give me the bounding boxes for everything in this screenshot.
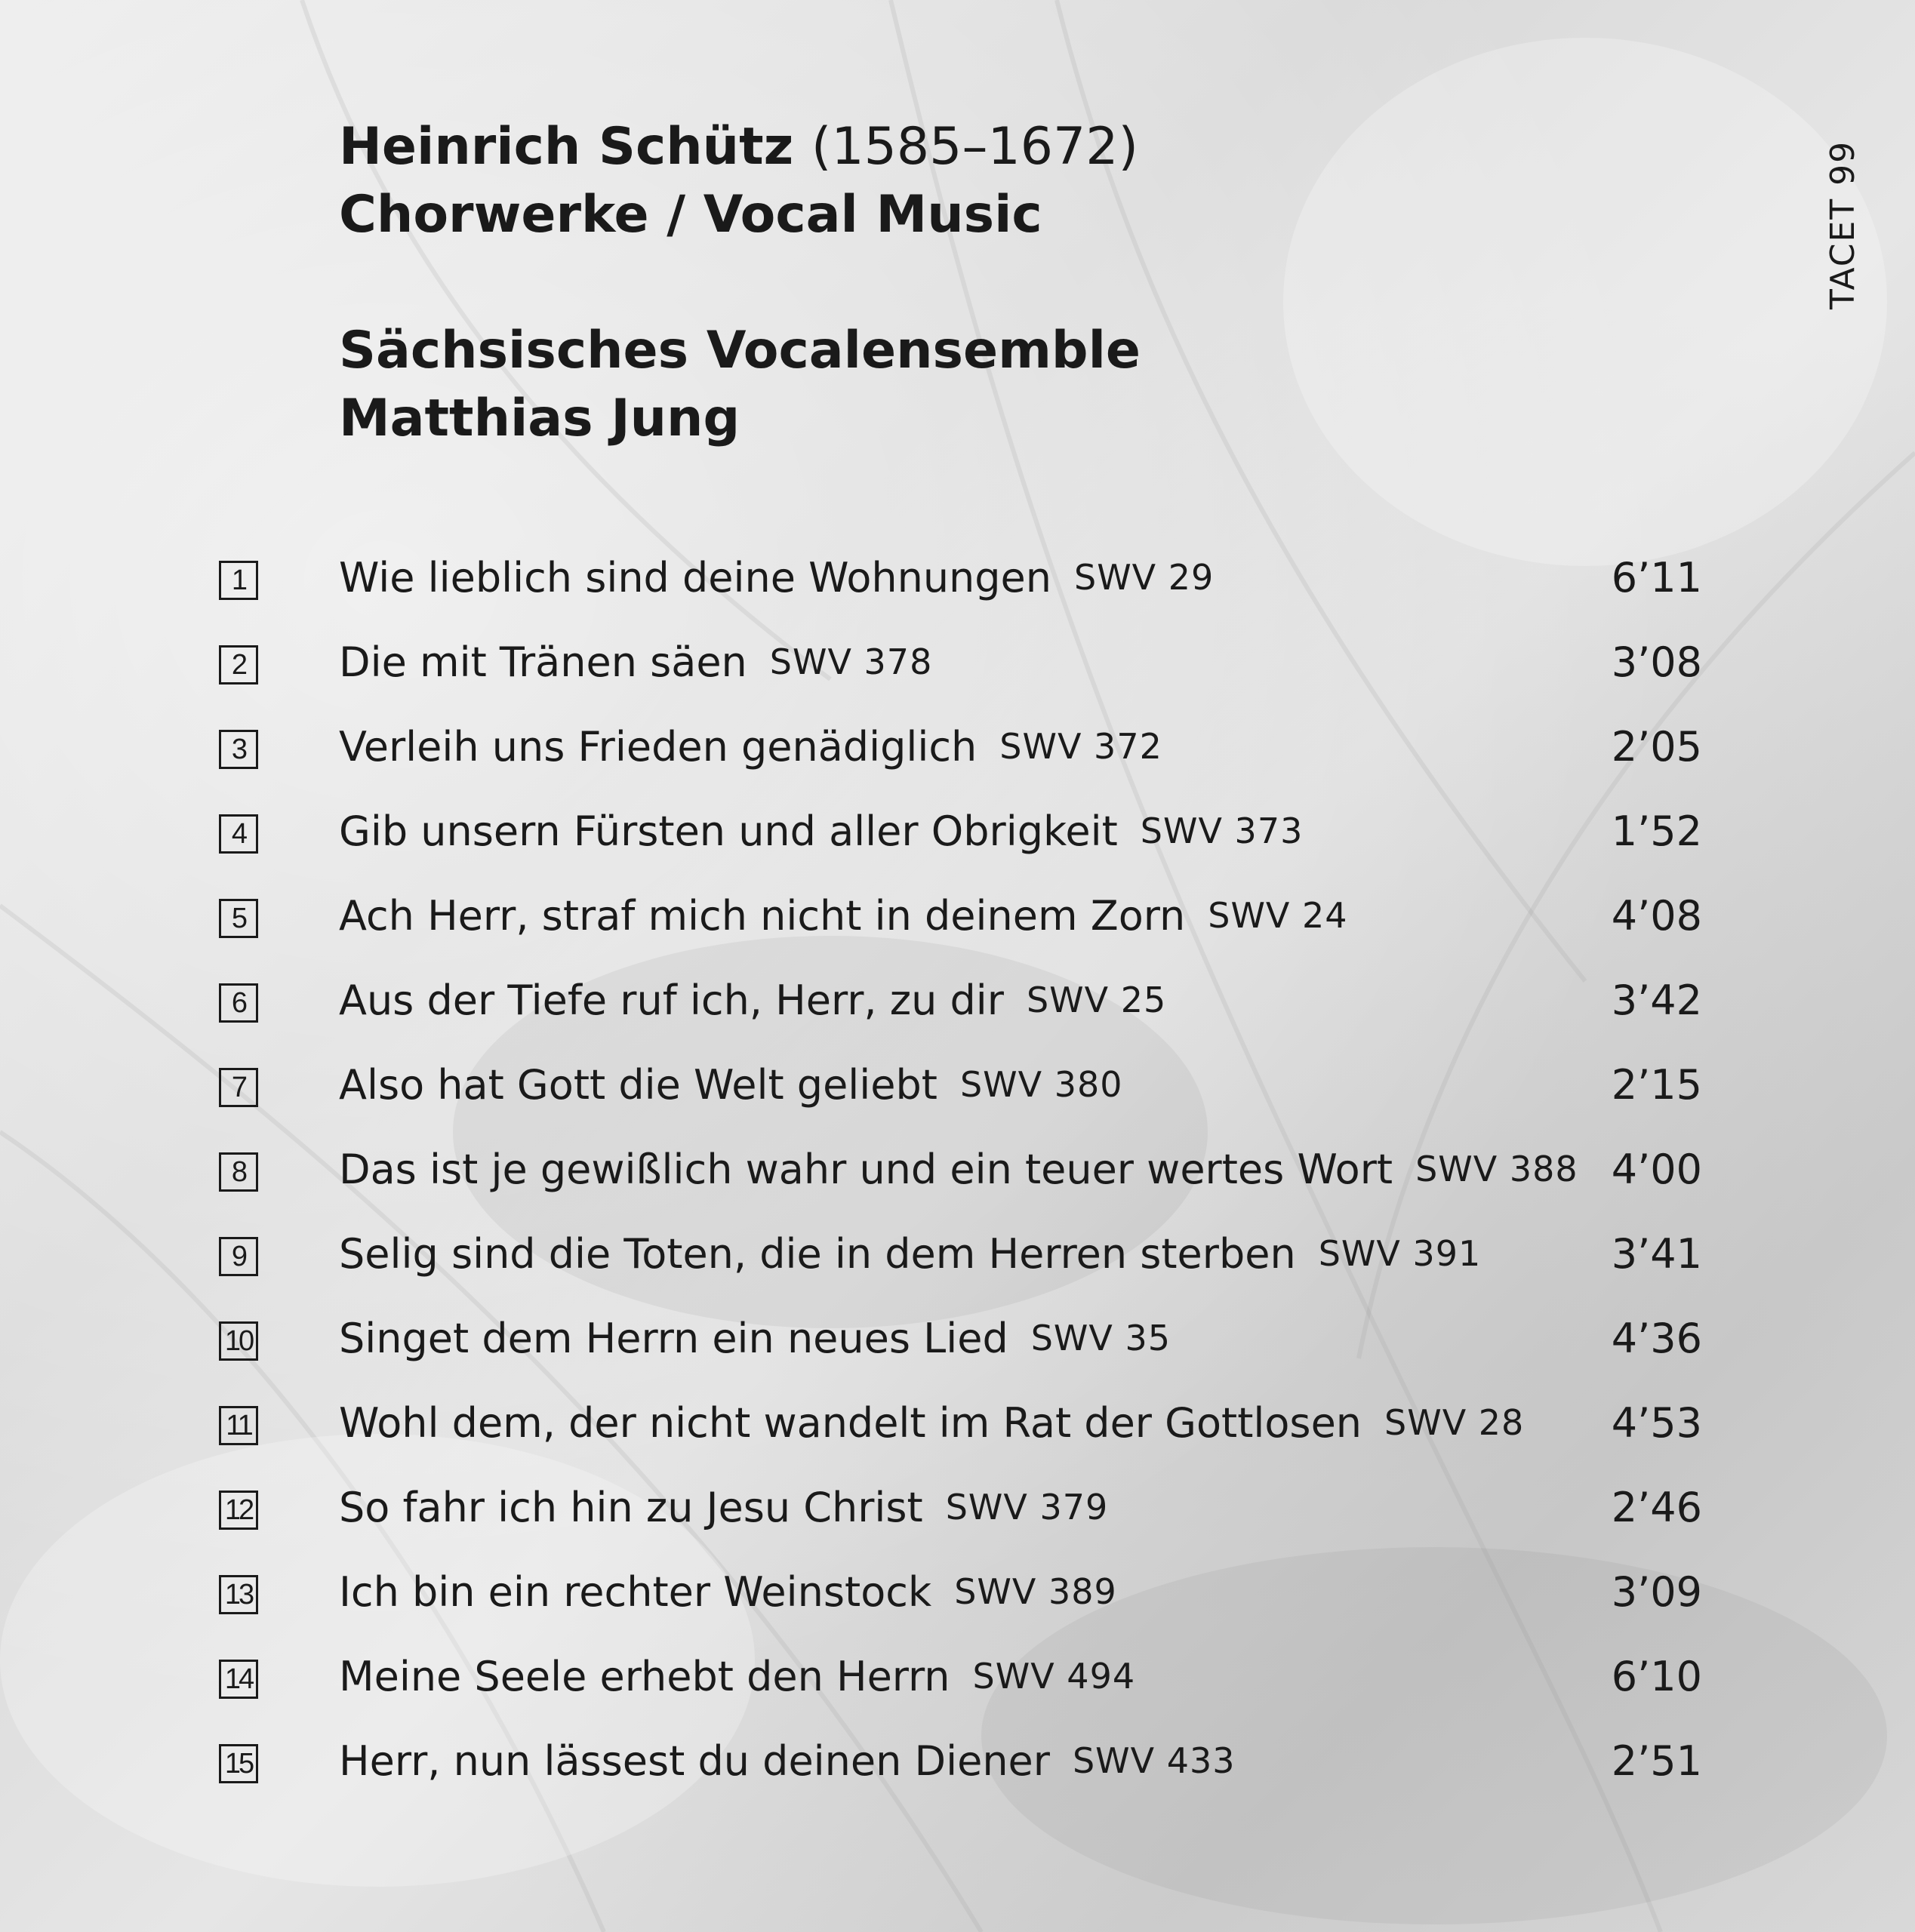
work-title: Chorwerke / Vocal Music — [339, 185, 1042, 245]
track-title: Ach Herr, straf mich nicht in deinem Zorn — [339, 891, 1186, 940]
track-number-box: 14 — [219, 1660, 258, 1699]
track-number-box: 2 — [219, 645, 258, 685]
track-title-line — [339, 885, 1348, 946]
track-number-box: 10 — [219, 1321, 258, 1361]
track-row — [0, 1054, 1915, 1139]
track-duration: 6’10 — [1611, 1652, 1702, 1700]
track-title: Verleih uns Frieden genädiglich — [339, 722, 978, 771]
track-duration: 4’36 — [1611, 1314, 1702, 1362]
track-row — [0, 970, 1915, 1054]
track-swv: SWV 379 — [945, 1487, 1109, 1527]
track-swv: SWV 373 — [1140, 811, 1304, 851]
track-duration: 3’09 — [1611, 1567, 1702, 1616]
track-swv: SWV 380 — [959, 1064, 1123, 1105]
track-title-line — [339, 547, 1214, 608]
track-swv: SWV 28 — [1384, 1402, 1525, 1443]
track-swv: SWV 29 — [1074, 557, 1215, 598]
track-row — [0, 716, 1915, 801]
track-duration: 6’11 — [1611, 553, 1702, 601]
track-row — [0, 1477, 1915, 1561]
track-swv: SWV 388 — [1415, 1149, 1578, 1189]
track-duration: 2’46 — [1611, 1483, 1702, 1531]
track-title-line — [339, 1223, 1481, 1284]
track-title: Also hat Gott die Welt geliebt — [339, 1060, 937, 1109]
composer-line — [339, 113, 1141, 181]
track-number-box: 4 — [219, 814, 258, 854]
track-duration: 3’08 — [1611, 638, 1702, 686]
track-number-box: 8 — [219, 1152, 258, 1192]
ensemble-name: Sächsisches Vocalensemble — [339, 321, 1141, 380]
track-swv: SWV 25 — [1026, 980, 1167, 1020]
track-number-box: 15 — [219, 1744, 258, 1783]
track-row — [0, 885, 1915, 970]
track-number-box: 11 — [219, 1406, 258, 1445]
track-title-line — [339, 632, 932, 692]
track-title-line — [339, 1392, 1524, 1453]
track-row — [0, 1139, 1915, 1223]
track-row — [0, 1223, 1915, 1308]
track-duration: 3’42 — [1611, 976, 1702, 1024]
track-title-line — [339, 716, 1162, 777]
track-number-box: 9 — [219, 1237, 258, 1276]
track-title: Herr, nun lässest du deinen Diener — [339, 1737, 1050, 1785]
track-title-line — [339, 970, 1166, 1030]
track-number-box: 3 — [219, 730, 258, 769]
composer-name: Heinrich Schütz — [339, 117, 794, 177]
track-title: Singet dem Herrn ein neues Lied — [339, 1314, 1008, 1362]
track-title: Meine Seele erhebt den Herrn — [339, 1652, 950, 1700]
track-title-line — [339, 1477, 1108, 1537]
track-row — [0, 1561, 1915, 1646]
track-swv: SWV 35 — [1030, 1318, 1171, 1358]
track-title: Die mit Tränen säen — [339, 638, 747, 686]
track-number-box: 1 — [219, 561, 258, 600]
track-duration: 1’52 — [1611, 807, 1702, 855]
track-title: Gib unsern Fürsten und aller Obrigkeit — [339, 807, 1118, 855]
track-number-box: 12 — [219, 1491, 258, 1530]
track-title: Aus der Tiefe ruf ich, Herr, zu dir — [339, 976, 1004, 1024]
track-swv: SWV 433 — [1072, 1740, 1236, 1781]
track-number-box: 6 — [219, 983, 258, 1023]
track-number-box: 5 — [219, 899, 258, 938]
track-title: Ich bin ein rechter Weinstock — [339, 1567, 932, 1616]
track-title-line — [339, 801, 1303, 861]
track-number-box: 7 — [219, 1068, 258, 1107]
track-swv: SWV 494 — [972, 1656, 1136, 1697]
album-header — [339, 113, 1141, 453]
track-swv: SWV 389 — [954, 1571, 1117, 1612]
track-duration: 2’51 — [1611, 1737, 1702, 1785]
track-row — [0, 1730, 1915, 1815]
track-row — [0, 632, 1915, 716]
track-swv: SWV 378 — [769, 641, 933, 682]
track-title-line — [339, 1646, 1135, 1706]
catalog-number-text: TACET 99 — [1824, 140, 1862, 309]
conductor-name: Matthias Jung — [339, 389, 740, 448]
track-row — [0, 801, 1915, 885]
track-row — [0, 1392, 1915, 1477]
track-duration: 4’53 — [1611, 1398, 1702, 1447]
track-duration: 2’15 — [1611, 1060, 1702, 1109]
track-row — [0, 1646, 1915, 1730]
track-swv: SWV 391 — [1318, 1233, 1482, 1274]
track-duration: 4’08 — [1611, 891, 1702, 940]
composer-years: (1585–1672) — [811, 117, 1139, 177]
track-duration: 3’41 — [1611, 1229, 1702, 1278]
track-duration: 2’05 — [1611, 722, 1702, 771]
track-title-line — [339, 1139, 1578, 1199]
track-title: Wie lieblich sind deine Wohnungen — [339, 553, 1051, 601]
track-title-line — [339, 1561, 1117, 1622]
track-title: So fahr ich hin zu Jesu Christ — [339, 1483, 923, 1531]
track-title-line — [339, 1308, 1171, 1368]
track-title: Selig sind die Toten, die in dem Herren sterben — [339, 1229, 1296, 1278]
track-duration: 4’00 — [1611, 1145, 1702, 1193]
track-title: Wohl dem, der nicht wandelt im Rat der Gottlosen — [339, 1398, 1362, 1447]
track-title-line — [339, 1054, 1123, 1115]
track-title: Das ist je gewißlich wahr und ein teuer wertes Wort — [339, 1145, 1393, 1193]
track-number-box: 13 — [219, 1575, 258, 1614]
track-title-line — [339, 1730, 1236, 1791]
track-swv: SWV 372 — [999, 726, 1162, 767]
track-swv: SWV 24 — [1208, 895, 1348, 936]
track-row — [0, 1308, 1915, 1392]
track-row — [0, 547, 1915, 632]
